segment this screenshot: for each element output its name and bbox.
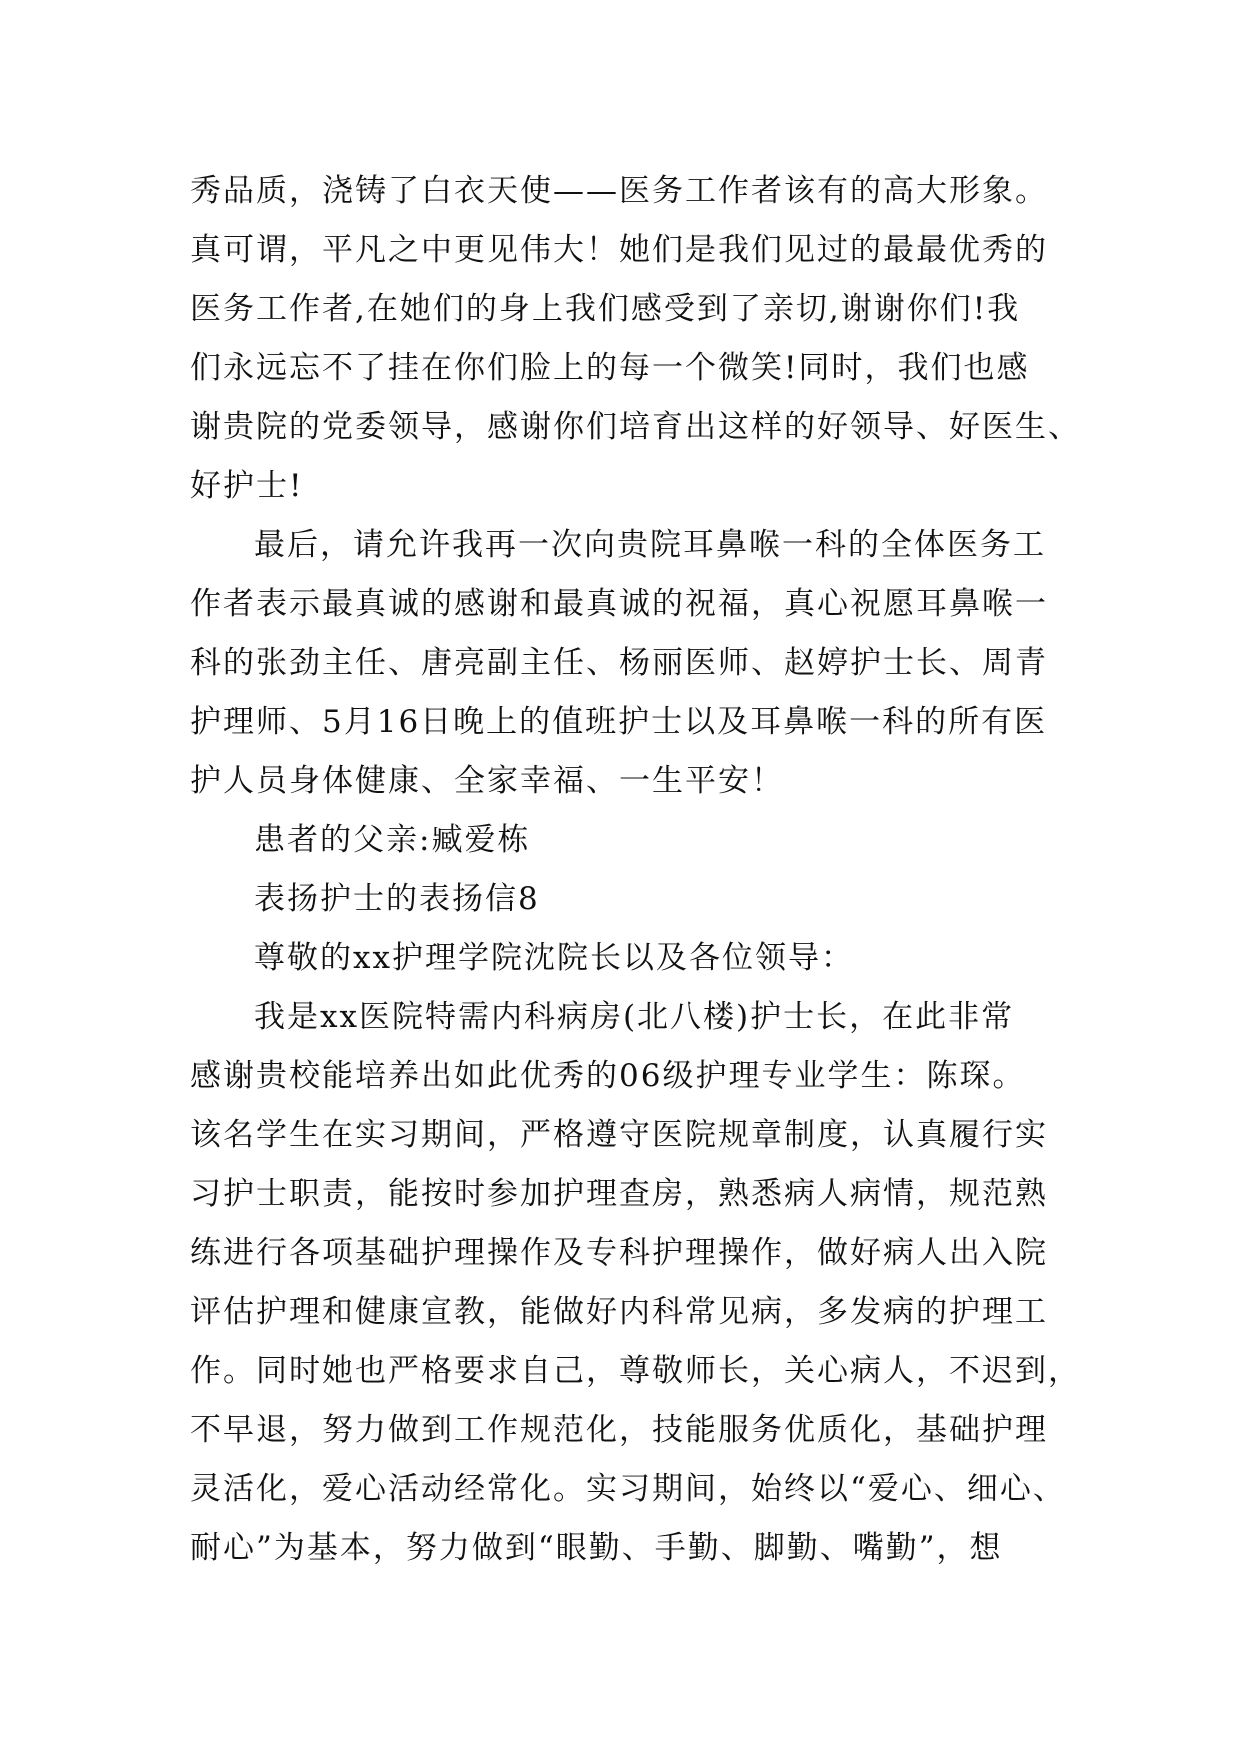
text-line: 最后，请允许我再一次向贵院耳鼻喉一科的全体医务工: [254, 527, 1046, 563]
text-line: 护理师、5月16日晚上的值班护士以及耳鼻喉一科的所有医: [190, 704, 1048, 740]
text-line: 作者表示最真诚的感谢和最真诚的祝福，真心祝愿耳鼻喉一: [190, 586, 1048, 622]
document-body: [190, 162, 1081, 1578]
text-line: 护人员身体健康、全家幸福、一生平安！: [190, 763, 784, 799]
text-line: 医务工作者,在她们的身上我们感受到了亲切,谢谢你们!我: [190, 291, 1021, 327]
text-line: 习护士职责，能按时参加护理查房，熟悉病人病情，规范熟: [190, 1176, 1048, 1212]
text-line: 练进行各项基础护理操作及专科护理操作，做好病人出入院: [190, 1235, 1048, 1271]
text-line: 科的张劲主任、唐亮副主任、杨丽医师、赵婷护士长、周青: [190, 645, 1048, 681]
text-line: 好护士!: [190, 468, 304, 504]
text-line: 感谢贵校能培养出如此优秀的06级护理专业学生：陈琛。: [190, 1058, 1026, 1094]
text-line: 耐心”为基本，努力做到“眼勤、手勤、脚勤、嘴勤”，想: [190, 1530, 1003, 1566]
text-line: 评估护理和健康宣教，能做好内科常见病，多发病的护理工: [190, 1294, 1048, 1330]
text-line: 不早退，努力做到工作规范化，技能服务优质化，基础护理: [190, 1412, 1048, 1448]
text-line: 我是xx医院特需内科病房(北八楼)护士长，在此非常: [254, 999, 1015, 1035]
text-line: 该名学生在实习期间，严格遵守医院规章制度，认真履行实: [190, 1117, 1048, 1153]
text-line: 灵活化，爱心活动经常化。实习期间，始终以“爱心、细心、: [190, 1471, 1066, 1507]
text-line: 们永远忘不了挂在你们脸上的每一个微笑!同时，我们也感: [190, 350, 1030, 386]
text-line: 秀品质，浇铸了白衣天使——医务工作者该有的高大形象。: [190, 173, 1048, 209]
text-line: 作。同时她也严格要求自己，尊敬师长，关心病人，不迟到，: [190, 1353, 1081, 1389]
text-line: 患者的父亲:臧爱栋: [254, 822, 531, 858]
text-line: 尊敬的xx护理学院沈院长以及各位领导：: [254, 940, 854, 976]
text-line: 真可谓，平凡之中更见伟大！她们是我们见过的最最优秀的: [190, 232, 1048, 268]
text-line: 表扬护士的表扬信8: [254, 881, 540, 917]
text-line: 谢贵院的党委领导，感谢你们培育出这样的好领导、好医生、: [190, 409, 1081, 445]
